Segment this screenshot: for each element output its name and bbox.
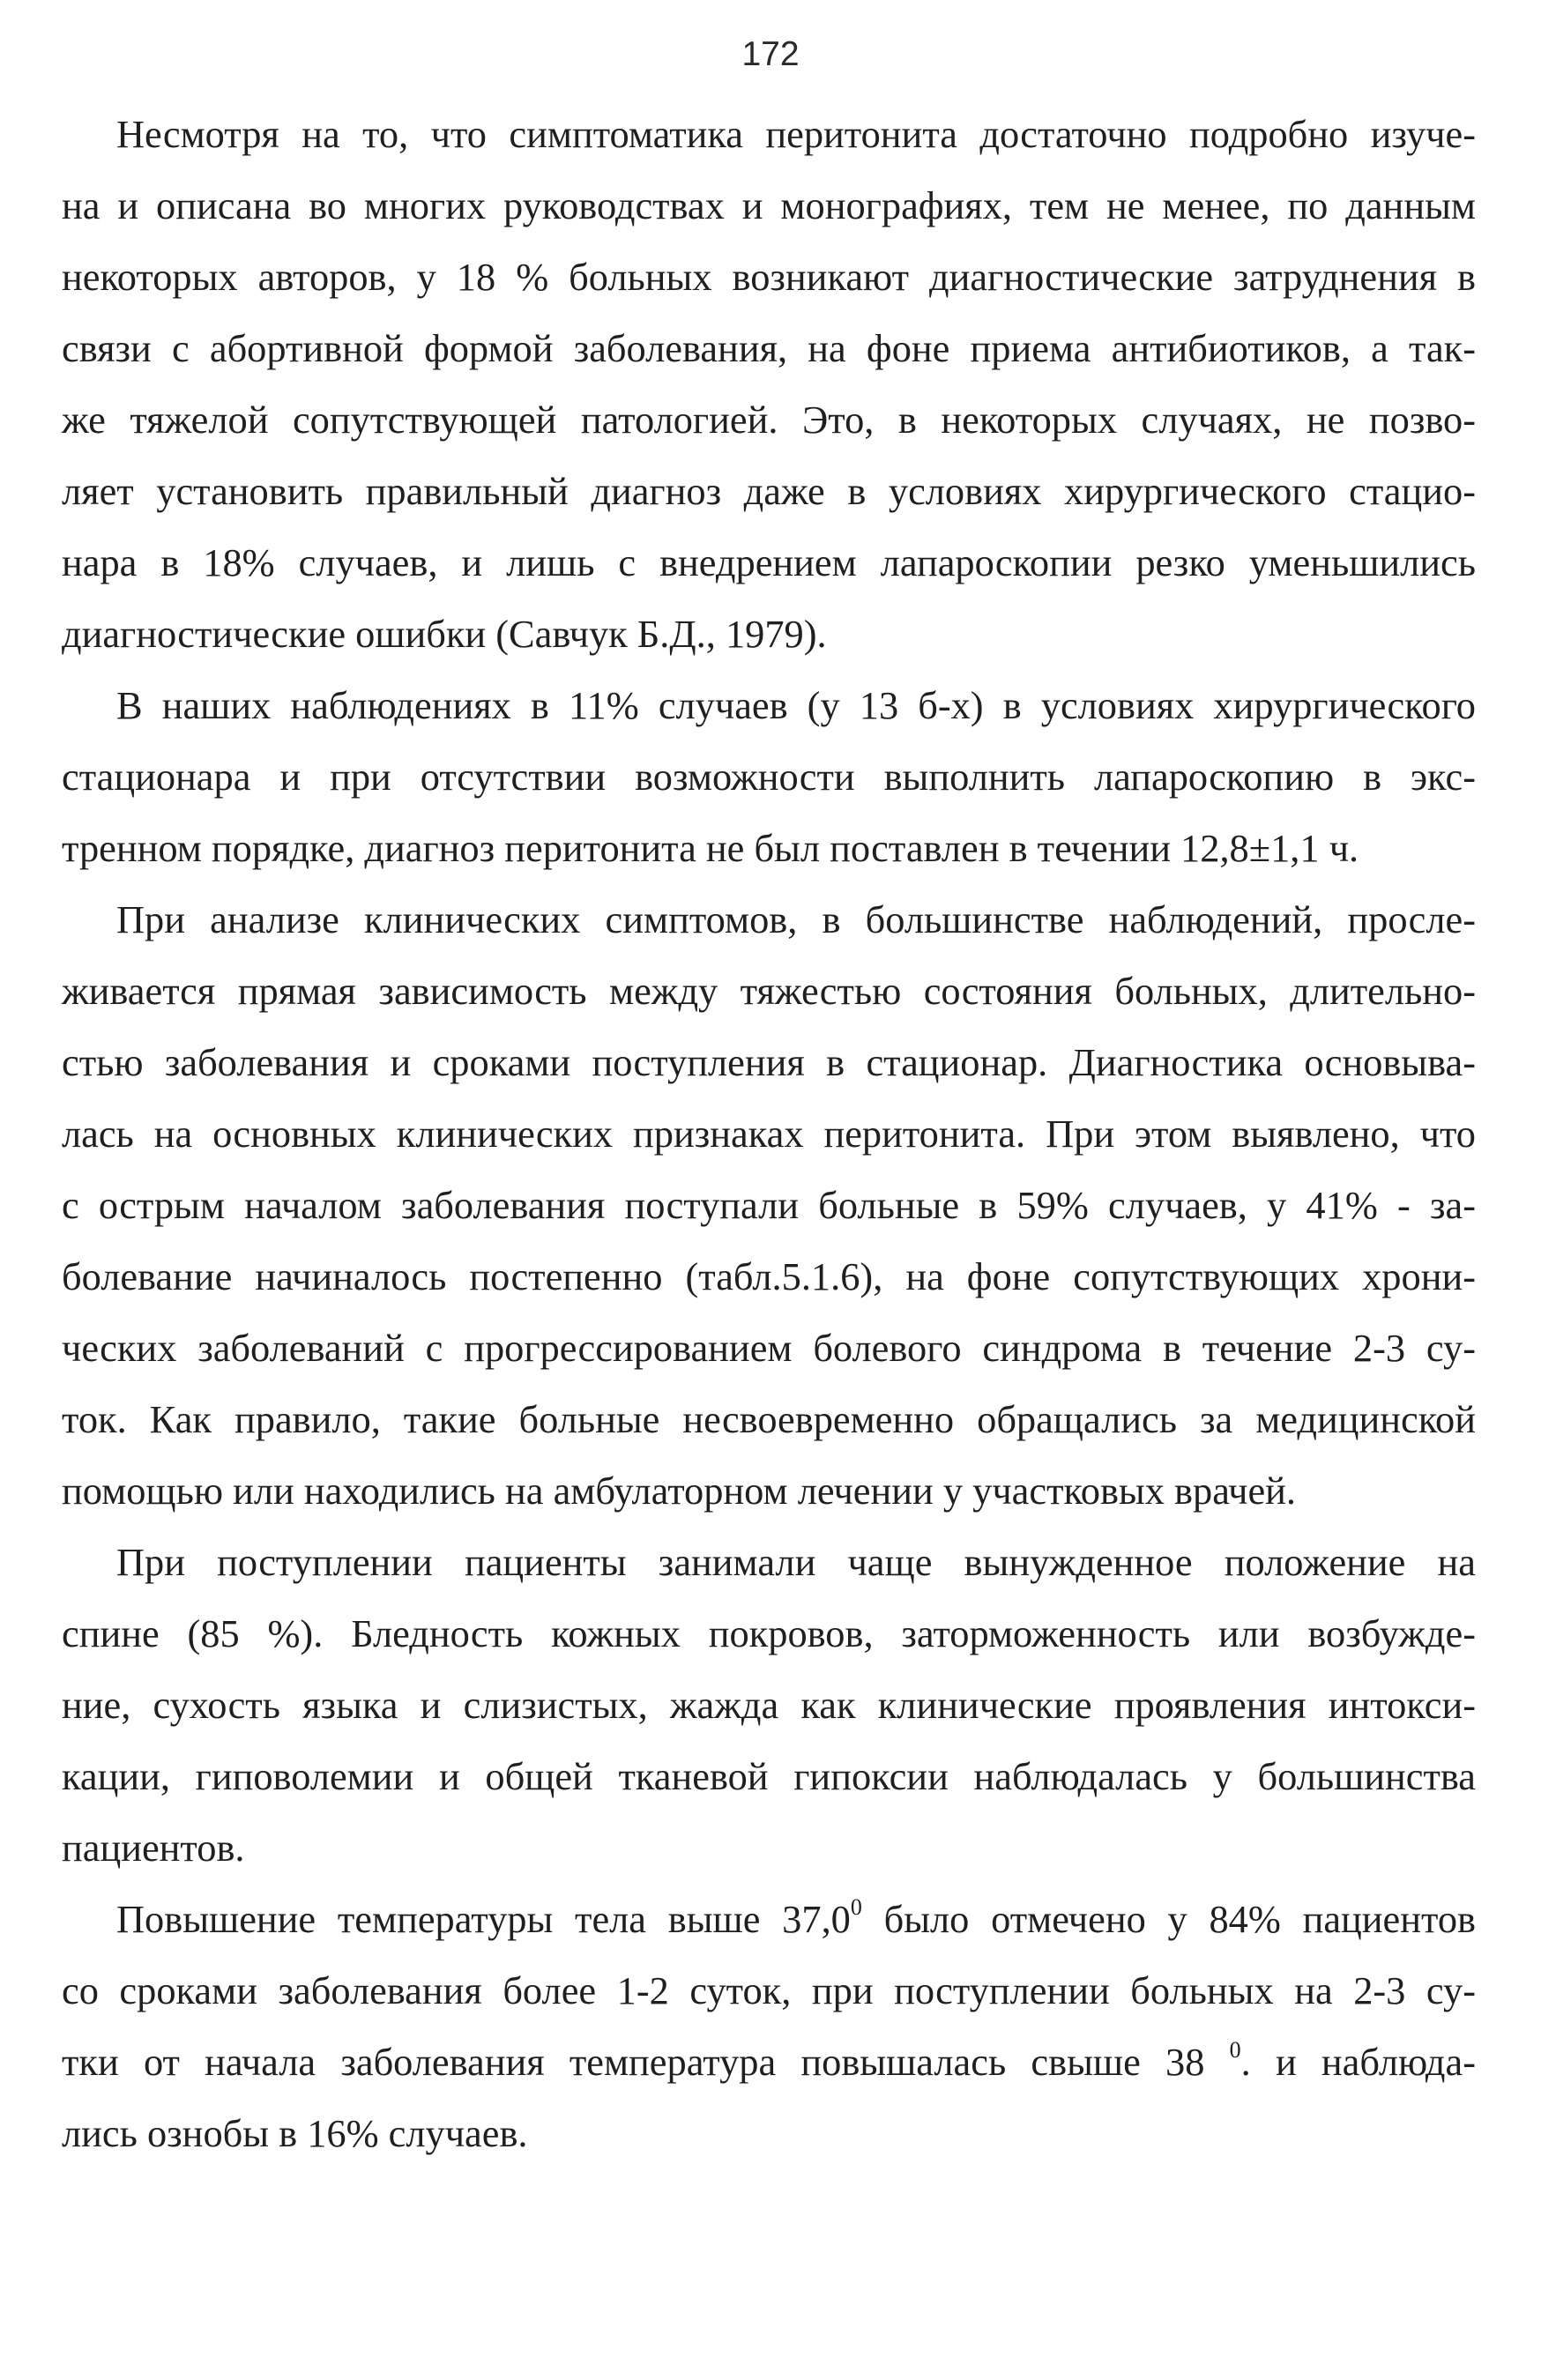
text-line: ческих заболеваний с прогрессированием болевого синдрома в течение 2-3 су- xyxy=(62,1326,1476,1370)
text-line: ние, сухость языка и слизистых, жажда как клинические проявления интокси- xyxy=(62,1683,1476,1727)
text-line: При анализе клинических симптомов, в большинстве наблюдений, просле- xyxy=(116,897,1476,941)
text-line: стационара и при отсутствии возможности выполнить лапароскопию в экс- xyxy=(62,755,1476,799)
text-line: ток. Как правило, такие больные несвоевременно обращались за медицинской xyxy=(62,1397,1476,1441)
text-line: стью заболевания и сроками поступления в стационар. Диагностика основыва- xyxy=(62,1040,1476,1084)
text-line: тренном порядке, диагноз перитонита не был поставлен в течении 12,8±1,1 ч. xyxy=(62,826,1359,870)
superscript: 0 xyxy=(850,1894,862,1921)
text-line: помощью или находились на амбулаторном лечении у участковых врачей. xyxy=(62,1469,1297,1513)
page-number: 172 xyxy=(741,35,800,73)
superscript: 0 xyxy=(1229,2037,1241,2064)
text-line: болевание начиналось постепенно (табл.5.1.6), на фоне сопутствующих хрони- xyxy=(62,1254,1476,1298)
text-line: диагностические ошибки (Савчук Б.Д., 1979). xyxy=(62,612,827,656)
text-line: нара в 18% случаев, и лишь с внедрением лапароскопии резко уменьшились xyxy=(62,540,1476,584)
text-line: лась на основных клинических признаках перитонита. При этом выявлено, что xyxy=(62,1112,1476,1156)
text-line: связи с абортивной формой заболевания, на фоне приема антибиотиков, а так- xyxy=(62,326,1476,370)
text-line: с острым началом заболевания поступали больные в 59% случаев, у 41% - за- xyxy=(62,1183,1476,1227)
text-fragment: было отмечено у 84% пациентов xyxy=(861,1897,1476,1941)
text-line: кации, гиповолемии и общей тканевой гипоксии наблюдалась у большинства xyxy=(62,1754,1476,1798)
text-fragment: . и наблюда- xyxy=(1240,2040,1476,2084)
paragraph-5 xyxy=(62,1884,1476,2169)
text-fragment: Повышение температуры тела выше 37,0 xyxy=(116,1897,851,1941)
paragraph-4 xyxy=(62,1527,1476,1884)
document-body xyxy=(62,99,1476,2169)
text-line: лись ознобы в 16% случаев. xyxy=(62,2111,528,2155)
text-line: В наших наблюдениях в 11% случаев (у 13 б-х) в условиях хирургического xyxy=(116,683,1476,727)
text-line: Несмотря на то, что симптоматика перитонита достаточно подробно изуче- xyxy=(116,112,1476,156)
text-line xyxy=(62,1884,1476,1955)
paragraph-1 xyxy=(62,99,1476,670)
text-fragment: тки от начала заболевания температура повышалась свыше 38 xyxy=(62,2040,1230,2084)
text-line: При поступлении пациенты занимали чаще вынужденное положение на xyxy=(116,1540,1476,1584)
text-line: пациентов. xyxy=(62,1826,245,1870)
paragraph-3 xyxy=(62,884,1476,1527)
text-line: некоторых авторов, у 18 % больных возникают диагностические затруднения в xyxy=(62,255,1476,299)
text-line: ляет установить правильный диагноз даже в условиях хирургического стацио- xyxy=(62,469,1476,513)
text-line: же тяжелой сопутствующей патологией. Это, в некоторых случаях, не позво- xyxy=(62,398,1476,442)
text-line: со сроками заболевания более 1-2 суток, при поступлении больных на 2-3 су- xyxy=(62,1968,1476,2012)
text-line: на и описана во многих руководствах и монографиях, тем не менее, по данным xyxy=(62,183,1476,227)
text-line: живается прямая зависимость между тяжестью состояния больных, длительно- xyxy=(62,969,1476,1013)
paragraph-2 xyxy=(62,670,1476,884)
text-line: спине (85 %). Бледность кожных покровов, заторможенность или возбужде- xyxy=(62,1611,1476,1655)
text-line xyxy=(62,2027,1476,2098)
